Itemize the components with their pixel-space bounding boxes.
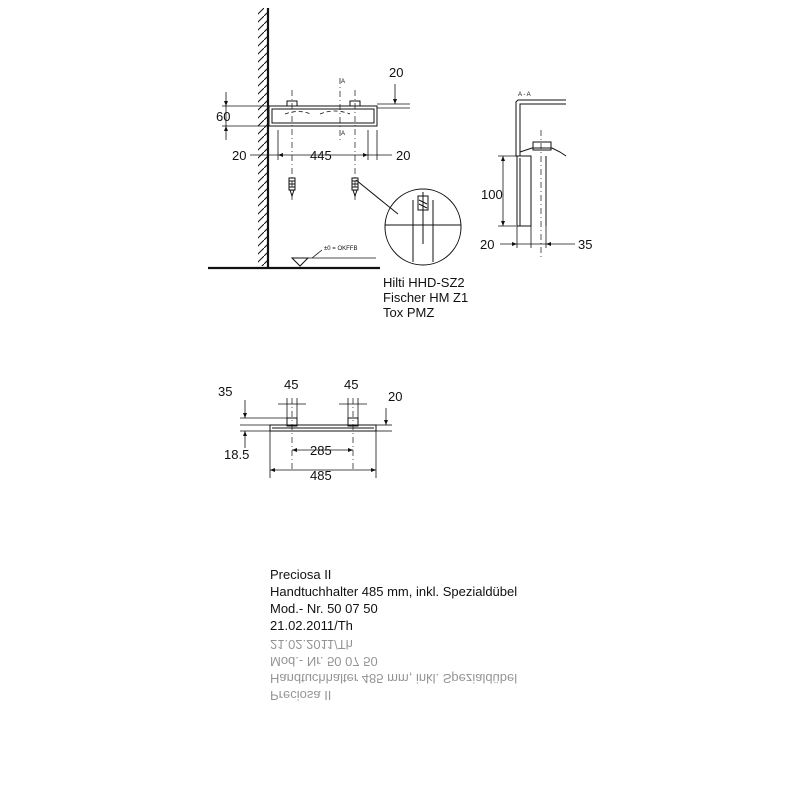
svg-text:100: 100 — [481, 187, 503, 202]
reflection-product: Preciosa II — [270, 688, 332, 703]
section-title: A - A — [518, 92, 531, 98]
svg-text:60: 60 — [216, 109, 231, 124]
section-inner-profile — [520, 148, 566, 156]
svg-text:20: 20 — [396, 148, 411, 163]
reflection-description: Handtuchhalter 485 mm, inkl. Spezialdübel — [270, 671, 518, 686]
svg-text:20: 20 — [388, 389, 403, 404]
title-block — [270, 566, 517, 634]
section-marker-bottom: A — [341, 131, 346, 137]
section-marker-top: A — [341, 79, 346, 85]
reflection-date: 21.02.2011/Th — [270, 637, 353, 652]
section-dim-height — [481, 156, 516, 226]
reflection-model: Mod.- Nr. 50 07 50 — [270, 654, 378, 669]
anchor-left — [289, 178, 295, 196]
product-name: Preciosa II — [270, 567, 332, 582]
svg-text:20: 20 — [232, 148, 247, 163]
wall-hatching — [258, 8, 268, 266]
anchor-type-3: Tox PMZ — [383, 305, 435, 320]
svg-text:45: 45 — [284, 377, 299, 392]
model-number: Mod.- Nr. 50 07 50 — [270, 601, 378, 616]
anchor-type-1: Hilti HHD-SZ2 — [383, 275, 465, 290]
anchor-detail — [385, 192, 461, 262]
svg-text:20: 20 — [480, 237, 495, 252]
title-block-reflection — [270, 636, 517, 704]
side-view — [208, 8, 468, 320]
svg-text:18.5: 18.5 — [224, 447, 250, 462]
svg-text:±0 = OKFFB: ±0 = OKFFB — [324, 246, 358, 252]
svg-text:285: 285 — [310, 443, 332, 458]
section-view — [480, 92, 592, 260]
product-description: Handtuchhalter 485 mm, inkl. Spezialdübel — [270, 584, 518, 599]
top-dim-spacing — [292, 443, 353, 458]
top-dim-left — [218, 384, 287, 462]
towel-bar-inner — [272, 109, 374, 123]
section-post — [517, 156, 531, 226]
top-dim-side — [376, 389, 402, 431]
svg-text:45: 45 — [344, 377, 359, 392]
svg-text:445: 445 — [310, 148, 332, 163]
section-bracket — [533, 142, 551, 150]
dim-top-right — [377, 65, 410, 108]
top-dim-mounts — [278, 377, 367, 418]
top-view — [218, 377, 402, 483]
svg-text:485: 485 — [310, 468, 332, 483]
section-dim-bottom — [480, 226, 592, 252]
svg-text:35: 35 — [578, 237, 593, 252]
detail-leader — [356, 180, 398, 214]
svg-text:35: 35 — [218, 384, 233, 399]
drawing-date: 21.02.2011/Th — [270, 618, 353, 633]
floor-reference — [292, 246, 376, 266]
svg-text:20: 20 — [389, 65, 404, 80]
anchor-type-2: Fischer HM Z1 — [383, 290, 469, 305]
